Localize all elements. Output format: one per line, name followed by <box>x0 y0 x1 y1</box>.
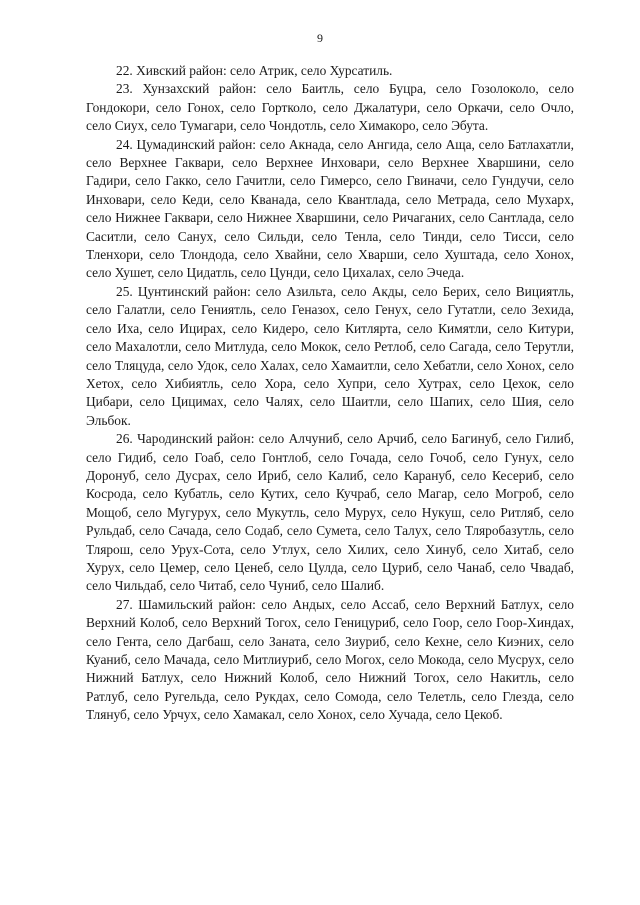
paragraph-tsunta-district: 25. Цунтинский район: село Азильта, село Акды, село Берих, село Вициятль, село Галатли, село Гениятль, село Геназох, село Генух, село Гутатли, село Зехида, село Иха, село Ицирах, село Кидеро, село Китлярта, село Кимятли, село Китури, село Махалотли, село Митлуда, село Мокок, село Ретлоб, село Сагада, село Терутли, село Тляцуда, село Удок, село Халах, село Хамаитли, село Хебатли, село Хонох, село Хетох, село Хибиятль, село Хора, село Хупри, село Хутрах, село Цехок, село Цибари, село Цицимах, село Чалях, село Шаитли, село Шапих, село Шия, село Эльбок. <box>86 283 574 428</box>
paragraph-charoda-district: 26. Чародинский район: село Алчуниб, село Арчиб, село Багинуб, село Гилиб, село Гидиб, село Гоаб, село Гонтлоб, село Гочада, село Гочоб, село Гунух, село Доронуб, село Дусрах, село Ириб, село Калиб, село Карануб, село Кесериб, село Косрода, село Кубатль, село Кутих, село Кучраб, село Магар, село Могроб, село Мощоб, село Мугурух, село Мукутль, село Мурух, село Нукуш, село Ритляб, село Рульдаб, село Сачада, село Содаб, село Сумета, село Талух, село Тляробазутль, село Тлярош, село Урух-Сота, село Утлух, село Хилих, село Хинуб, село Хитаб, село Хурух, село Цемер, село Ценеб, село Цулда, село Цуриб, село Чанаб, село Чвадаб, село Чильдаб, село Читаб, село Чуниб, село Шалиб. <box>86 431 574 594</box>
paragraph-tsumada-district: 24. Цумадинский район: село Акнада, село Ангида, село Аща, село Батлахатли, село Верхнее Гаквари, село Верхнее Инховари, село Верхнее Хваршини, село Гадири, село Гакко, село Гачитли, село Гимерсо, село Гвиначи, село Гундучи, село Инховари, село Кеди, село Кванада, село Квантлада, село Метрада, село Мухарх, село Нижнее Гаквари, село Нижнее Хваршини, село Ричаганих, село Сантлада, село Саситли, село Санух, село Сильди, село Тенла, село Тинди, село Тисси, село Тленхори, село Тлондода, село Хвайни, село Хварши, село Хуштада, село Хонох, село Хушет, село Цидатль, село Цунди, село Цихалах, село Эчеда. <box>86 136 574 281</box>
paragraph-shamil-district: 27. Шамильский район: село Андых, село Ассаб, село Верхний Батлух, село Верхний Колоб, село Верхний Тогох, село Геницуриб, село Гоор, село Гоор-Хиндах, село Гента, село Дагбаш, село Заната, село Зиуриб, село Кехне, село Киэних, село Куаниб, село Мачада, село Митлиуриб, село Могох, село Мокода, село Мусрух, село Нижний Батлух, село Нижний Колоб, село Нижний Тогох, село Накитль, село Ратлуб, село Ругельда, село Рукдах, село Сомода, село Телетль, село Глезда, село Тлянуб, село Урчух, село Хамакал, село Хонох, село Хучада, село Цекоб. <box>86 596 574 723</box>
paragraph-khunzakh-district: 23. Хунзахский район: село Баитль, село Буцра, село Гозолоколо, село Гондокори, село Гонох, село Гортколо, село Джалатури, село Оркачи, село Очло, село Сиух, село Тумагари, село Чондотль, село Химакоро, село Эбута. <box>86 81 574 134</box>
paragraph-khiv-district: 22. Хивский район: село Атрик, село Хурсатиль. <box>116 63 393 78</box>
page-number: 9 <box>317 31 323 45</box>
document-body <box>86 62 574 725</box>
